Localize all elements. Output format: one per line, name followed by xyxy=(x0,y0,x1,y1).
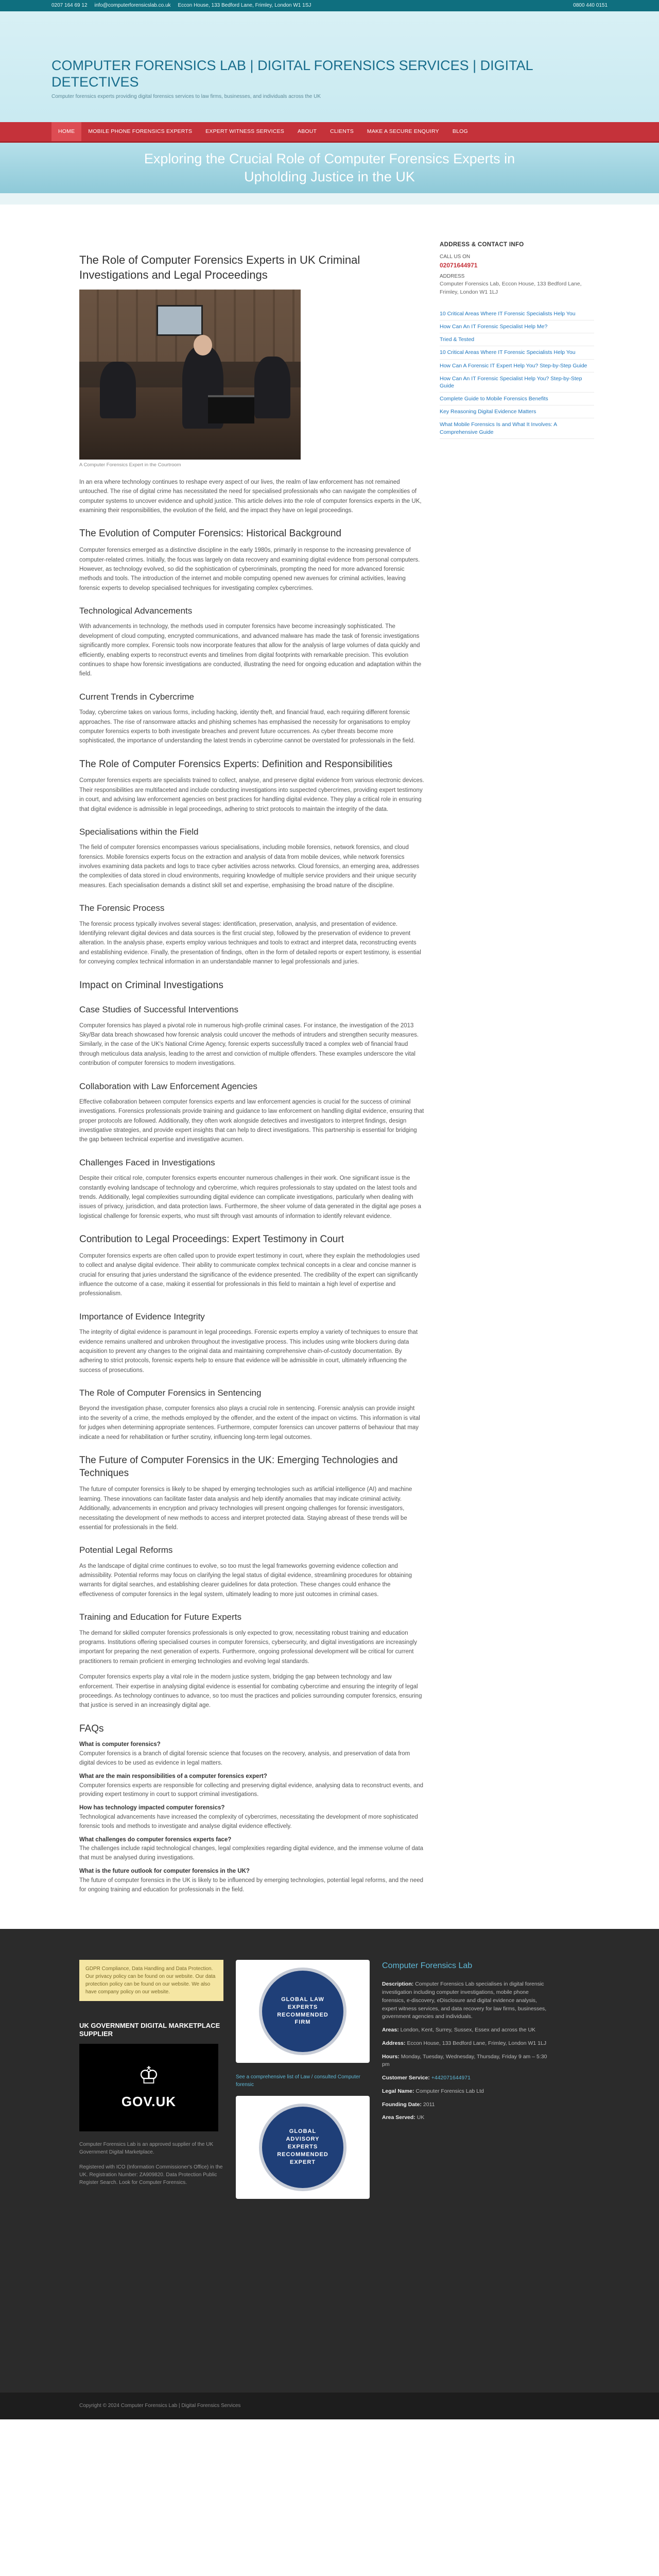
section-text: Despite their critical role, computer forensics experts encounter numerous challenges in their work. One significant issue is the constantly evolving landscape of technology and cybercrime, which requires professionals to stay updated on the latest tools and trends. Additionally, legal complexities surrounding digital evidence can complicate investigations, particularly when dealing with issues of privacy, jurisdiction, and data protection laws. Furthermore, the sheer volume of data generated in the digital age poses a logistical challenge for forensic experts, who must sift through vast amounts of information to identify relevant evidence. xyxy=(79,1175,421,1219)
article-sections xyxy=(79,528,424,1710)
gdpr-ribbon: GDPR Compliance, Data Handling and Data Protection. Our privacy policy can be found on our website. Our data protection policy can be found on our website. We also have company policy on our website. xyxy=(79,1960,223,2001)
sidebar-post-link[interactable]: Key Reasoning Digital Evidence Matters xyxy=(440,405,594,418)
section-heading: The Role of Computer Forensics in Sentencing xyxy=(79,1388,262,1398)
faq-list xyxy=(79,1740,424,1894)
bottom-bar xyxy=(0,2393,659,2419)
nav-secure-enquiry[interactable]: MAKE A SECURE ENQUIRY xyxy=(367,128,439,135)
footer-col-2 xyxy=(236,1960,370,2372)
contact-widget-title: ADDRESS & CONTACT INFO xyxy=(440,242,524,248)
nav-mobile-forensics[interactable]: MOBILE PHONE FORENSICS EXPERTS xyxy=(88,128,193,135)
faq-answer: Computer forensics experts are responsible for collecting and preserving digital evidence, analysing data to reconstruct events, and providing expert testimony in court to support criminal investigations. xyxy=(79,1782,424,1798)
section-text: Computer forensics experts are specialists trained to collect, analyse, and preserve digital evidence from various electronic devices. Their responsibilities are multifaceted and include conducting investigations into suspected cybercrimes, providing expert testimony in court, and advising law enforcement agencies on best practices for handling digital evidence. They play a critical role in ensuring that digital evidence is admissible in legal proceedings, adhering to strict protocols to maintain the integrity of the data. xyxy=(79,777,424,812)
mobile-contact[interactable]: 0800 440 0151 xyxy=(573,3,608,9)
site-title[interactable]: COMPUTER FORENSICS LAB | DIGITAL FORENSICS SERVICES | DIGITAL DETECTIVES xyxy=(51,58,533,90)
sidebar-post-link[interactable]: How Can An IT Forensic Specialist Help Me? xyxy=(440,320,594,333)
main-nav xyxy=(0,122,659,143)
faq-answer: The future of computer forensics in the UK is likely to be influenced by emerging technologies, potential legal reforms, and the need for ongoing training and education for professionals in the field. xyxy=(79,1877,424,1893)
section-heading: Specialisations within the Field xyxy=(79,826,199,837)
section-text: Computer forensics has played a pivotal role in numerous high-profile criminal cases. For instance, the investigation of the 2013 Sky/Bar data breach showcased how forensic analysis could uncover the methods of intruders and strengthen security measures. Similarly, in the case of the UK's National Crime Agency, forensic experts successfully traced a complex web of financial fraud through meticulous data analysis, leading to the arrest and conviction of multiple offenders. These examples underscore the vital contribution of computer forensics to modern investigations. xyxy=(79,1022,419,1067)
article-intro: In an era where technology continues to reshape every aspect of our lives, the realm of law enforcement has not remained untouched. The rise of digital crime has necessitated the need for specialised professionals who can navigate the complexities of computer systems to uncover evidence and uphold justice. This article delves into the role of computer forensics experts in the UK, examining their responsibilities, the evolution of the field, and the impact they have on legal proceedings. xyxy=(79,479,422,514)
section-heading: Technological Advancements xyxy=(79,606,193,616)
faq-question: What are the main responsibilities of a computer forensics expert? xyxy=(79,1773,267,1780)
email-contact[interactable]: info@computerforensicslab.co.uk xyxy=(94,3,171,9)
section-text: Computer forensics experts are often called upon to provide expert testimony in court, where they explain the methodologies used to collect and analyse digital evidence. Their ability to communicate complex technical concepts in a clear and concise manner is crucial for ensuring that juries understand the significance of the evidence presented. The credibility of the expert can significantly influence the outcome of a case, making it essential for professionals in this field to maintain a high level of expertise and professionalism. xyxy=(79,1252,420,1297)
sidebar-post-link[interactable]: How Can A Forensic IT Expert Help You? Step-by-Step Guide xyxy=(440,360,594,372)
ico-note: Registered with ICO (Information Commissioner's Office) in the UK. Registration Number: ZA909820. Data Protection Public Register Search. Look for Computer Forensics. xyxy=(79,2164,223,2186)
faq-question: How has technology impacted computer forensics? xyxy=(79,1805,225,1811)
nav-expert-witness[interactable]: EXPERT WITNESS SERVICES xyxy=(205,128,284,135)
sidebar-post-link[interactable]: How Can An IT Forensic Specialist Help You? Step-by-Step Guide xyxy=(440,372,594,393)
site-tagline: Computer forensics experts providing digital forensics services to law firms, businesses, and individuals across the UK xyxy=(51,93,321,99)
section-text: The demand for skilled computer forensics professionals is only expected to grow, necessitating robust training and education programs. Institutions offering specialised courses in computer forensics, cybersecurity, and digital investigations are increasingly important for preparing the next generation of experts. Furthermore, ongoing professional development will be critical for current practitioners to remain proficient in emerging technologies and evolving legal standards. xyxy=(79,1630,418,1665)
gov-note: Computer Forensics Lab is an approved supplier of the UK Government Digital Marketplace. xyxy=(79,2142,214,2156)
sidebar-post-link[interactable]: What Mobile Forensics Is and What It Involves: A Comprehensive Guide xyxy=(440,418,594,438)
section-text: As the landscape of digital crime continues to evolve, so too must the legal frameworks governing evidence collection and admissibility. Potential reforms may focus on clarifying the legal status of digital evidence, streamlining procedures for obtaining warrants for digital searches, and establishing clearer guidelines for data protection. These changes could enhance the effectiveness of computer forensics in the legal system, ultimately leading to more just outcomes in criminal cases. xyxy=(79,1563,412,1598)
nav-home[interactable]: HOME xyxy=(51,122,81,141)
call-number[interactable]: 02071644971 xyxy=(440,262,478,269)
section-heading: The Future of Computer Forensics in the UK: Emerging Technologies and Techniques xyxy=(79,1454,398,1479)
section-text: With advancements in technology, the methods used in computer forensics have become increasingly sophisticated. The development of cloud computing, encrypted communications, and advanced malware has made the task of forensic investigations significantly more complex. Forensic tools now incorporate features that allow for the analysis of large volumes of data quickly and efficiently, enabling experts to reconstruct events and timelines from digital footprints with remarkable precision. This evolution continues to shape how forensic investigations are conducted, illustrating the need for ongoing education and adaptation within the field. xyxy=(79,623,422,677)
section-text: Today, cybercrime takes on various forms, including hacking, identity theft, and financial fraud, each requiring different forensic approaches. The rise of ransomware attacks and phishing schemes has emphasised the necessity for organisations to employ computer forensics experts to both investigate breaches and prevent future occurrences. As cyber threats become more sophisticated, the importance of understanding the latest trends in cybercrime cannot be overstated for professionals in the field. xyxy=(79,709,415,744)
section-heading: Challenges Faced in Investigations xyxy=(79,1157,215,1167)
section-heading: Potential Legal Reforms xyxy=(79,1545,173,1555)
phone-contact[interactable]: 0207 164 69 12 xyxy=(51,3,88,9)
faq-answer: Technological advancements have increased the complexity of cybercrimes, necessitating the development of more sophisticated forensic tools and methods to investigate and analyse digital evidence effectively. xyxy=(79,1814,418,1829)
image-caption: A Computer Forensics Expert in the Courtroom xyxy=(79,462,181,468)
section-heading: Current Trends in Cybercrime xyxy=(79,691,194,702)
call-label: CALL US ON xyxy=(440,253,471,260)
gov-logo-text: GOV.UK xyxy=(121,2094,177,2110)
sidebar-post-link[interactable]: 10 Critical Areas Where IT Forensic Specialists Help You xyxy=(440,346,594,359)
section-text: Computer forensics experts play a vital role in the modern justice system, bridging the gap between technology and law enforcement. Their expertise in analysing digital evidence is essential for combating cybercrime and ensuring the integrity of legal proceedings. As technology continues to advance, so too must the practices and policies surrounding computer forensics, ensuring that justice is served in an increasingly digital age. xyxy=(79,1674,422,1709)
address-label: ADDRESS xyxy=(440,273,465,279)
footer-col-1 xyxy=(79,1960,223,2372)
nav-blog[interactable]: BLOG xyxy=(452,128,468,135)
badge-link[interactable]: See a comprehensive list of Law / consulted Computer forensic xyxy=(236,2074,360,2088)
contact-widget xyxy=(440,241,594,296)
footer-company-title: Computer Forensics Lab xyxy=(382,1961,473,1970)
section-heading: The Role of Computer Forensics Experts: Definition and Responsibilities xyxy=(79,758,393,770)
footer-legal-name: Legal Name: Computer Forensics Lab Ltd xyxy=(382,2088,484,2094)
hero-banner xyxy=(0,143,659,205)
top-bar xyxy=(0,0,659,11)
footer-address: Address: Eccon House, 133 Bedford Lane, Frimley, London W1 1LJ xyxy=(382,2040,547,2046)
footer-phone: Customer Service: +442071644971 xyxy=(382,2075,471,2081)
section-text: The future of computer forensics is likely to be shaped by emerging technologies such as artificial intelligence (AI) and machine learning. These innovations can facilitate faster data analysis and help identify anomalies that may indicate criminal activity. Additionally, advancements in encryption and privacy technologies will present ongoing challenges for forensic investigators, necessitating the development of new methods to access and interpret protected data. Staying abreast of these trends will be essential for professionals in the field. xyxy=(79,1486,412,1531)
section-heading: Importance of Evidence Integrity xyxy=(79,1311,205,1321)
section-heading: The Evolution of Computer Forensics: Historical Background xyxy=(79,528,342,539)
section-text: Beyond the investigation phase, computer forensics also plays a crucial role in sentencing. Forensic analysis can provide insight into the severity of a crime, the methods employed by the offender, and the extent of the impact on victims. This information is vital for judges when determining appropriate sentences. Furthermore, computer forensics can uncover patterns of behaviour that may indicate a need for rehabilitation or further scrutiny, influencing long-term legal outcomes. xyxy=(79,1405,420,1440)
content-area xyxy=(0,205,659,1929)
footer-description: Description: Computer Forensics Lab specialises in digital forensic investigation including computer investigations, mobile phone forensics, e-discovery, eDisclosure and digital evidence analysis, expert witness services, and data recovery for law firms, businesses, government agencies and individuals. xyxy=(382,1981,547,2020)
article xyxy=(79,241,424,1898)
badge-2-text: GLOBAL ADVISORY EXPERTS RECOMMENDED EXPERT xyxy=(277,2128,328,2165)
crown-icon: ♔ xyxy=(138,2062,160,2089)
gov-uk-logo[interactable] xyxy=(79,2044,218,2131)
courtroom-photo xyxy=(79,290,301,460)
sidebar-post-link[interactable]: Tried & Tested xyxy=(440,333,594,346)
badge-1-text: GLOBAL LAW EXPERTS RECOMMENDED FIRM xyxy=(277,1996,328,2026)
sidebar-post-link[interactable]: Complete Guide to Mobile Forensics Benefits xyxy=(440,393,594,405)
site-header xyxy=(0,11,659,122)
faq-question: What is computer forensics? xyxy=(79,1741,161,1748)
footer-col-3 xyxy=(382,1960,552,2372)
footer-founded: Founding Date: 2011 xyxy=(382,2101,435,2108)
footer-areas: Areas: London, Kent, Surrey, Sussex, Essex and across the UK xyxy=(382,2027,536,2033)
faq-answer: The challenges include rapid technological changes, legal complexities regarding digital evidence, and the immense volume of data that must be analysed during investigations. xyxy=(79,1845,424,1861)
sidebar-post-link[interactable]: 10 Critical Areas Where IT Forensic Specialists Help You xyxy=(440,308,594,320)
sidebar xyxy=(440,241,594,1898)
article-title: The Role of Computer Forensics Experts in UK Criminal Investigations and Legal Proceedings xyxy=(79,253,360,281)
nav-about[interactable]: ABOUT xyxy=(297,128,317,135)
address-contact: Eccon House, 133 Bedford Lane, Frimley, London W1 1SJ xyxy=(178,3,311,9)
address-text: Computer Forensics Lab, Eccon House, 133 Bedford Lane, Frimley, London W1 1LJ xyxy=(440,281,582,295)
recent-posts xyxy=(440,308,594,439)
faq-question: What is the future outlook for computer forensics in the UK? xyxy=(79,1868,250,1875)
section-text: The field of computer forensics encompasses various specialisations, including mobile forensics, network forensics, and cloud forensics. Mobile forensics experts focus on the extraction and analysis of data from mobile devices, while network forensics involves examining data packets and logs to trace cyber activities across networks. Cloud forensics, an emerging area, addresses the complexities of data stored in cloud environments, requiring knowledge of multiple service providers and their unique security measures. Each specialisation demands a distinct skill set and expertise, emphasising the broad nature of the discipline. xyxy=(79,844,420,889)
footer-hours: Hours: Monday, Tuesday, Wednesday, Thursday, Friday 9 am – 5:30 pm xyxy=(382,2053,547,2068)
copyright: Copyright © 2024 Computer Forensics Lab | Digital Forensics Services xyxy=(79,2402,241,2409)
hero-title: Exploring the Crucial Role of Computer Forensics Experts in Upholding Justice in the UK xyxy=(144,150,515,184)
section-text: Effective collaboration between computer forensics experts and law enforcement agencies is crucial for the success of criminal investigations. Forensics professionals provide training and guidance to law enforcement on handling digital evidence, ensuring that proper protocols are followed. Additionally, they often work alongside detectives and investigators to interpret findings, design investigative strategies, and provide expert insights that can help to direct investigations. This partnership is essential for bridging the gap between technical expertise and investigative acumen. xyxy=(79,1098,424,1143)
article-figure xyxy=(79,290,301,469)
section-text: Computer forensics emerged as a distinctive discipline in the early 1980s, primarily in response to the increasing prevalence of computer-related crimes. Initially, the focus was largely on data recovery and examining digital evidence from personal computers. However, as technology evolved, so did the sophistication of cybercriminals, prompting the need for more advanced forensic methods and tools. The introduction of the internet and mobile computing opened new avenues for criminal activities, leaving forensic experts to develop specialised techniques for investigating complex cybercrimes. xyxy=(79,547,420,591)
faq-title: FAQs xyxy=(79,1723,104,1734)
section-text: The integrity of digital evidence is paramount in legal proceedings. Forensic experts employ a variety of techniques to ensure that evidence remains unaltered and unbroken throughout the investigative process. This includes using write blockers during data acquisition to prevent any changes to the original data and maintaining comprehensive chain-of-custody documentation. By adhering to strict protocols, forensic experts help to ensure that evidence will be admissible in court, ultimately influencing the success of prosecutions. xyxy=(79,1329,418,1374)
section-text: The forensic process typically involves several stages: identification, preservation, analysis, and presentation of evidence. Identifying relevant digital devices and data sources is the first crucial step, followed by the preservation of evidence to prevent alteration. In the analysis phase, experts employ various techniques and tools to extract and interpret data, reconstructing events and establishing evidence. Finally, the presentation of findings, often in the form of detailed reports or expert testimony, is essential for conveying complex technical information in an understandable manner to legal professionals and juries. xyxy=(79,921,421,965)
section-heading: Impact on Criminal Investigations xyxy=(79,979,223,991)
nav-clients[interactable]: CLIENTS xyxy=(330,128,354,135)
section-heading: Training and Education for Future Experts xyxy=(79,1612,241,1622)
gov-heading: UK GOVERNMENT DIGITAL MARKETPLACE SUPPLIER xyxy=(79,2021,220,2038)
section-heading: Case Studies of Successful Interventions xyxy=(79,1005,238,1015)
faq-answer: Computer forensics is a branch of digital forensic science that focuses on the recovery, analysis, and preservation of data from digital devices to be used as evidence in legal matters. xyxy=(79,1751,410,1766)
section-heading: The Forensic Process xyxy=(79,903,165,913)
global-advisory-experts-badge[interactable] xyxy=(236,2096,370,2199)
section-heading: Collaboration with Law Enforcement Agencies xyxy=(79,1081,257,1091)
footer-area-served: Area Served: UK xyxy=(382,2114,425,2121)
footer xyxy=(0,1929,659,2393)
faq-question: What challenges do computer forensics experts face? xyxy=(79,1836,232,1843)
global-law-experts-badge[interactable] xyxy=(236,1960,370,2063)
section-heading: Contribution to Legal Proceedings: Expert Testimony in Court xyxy=(79,1234,344,1245)
